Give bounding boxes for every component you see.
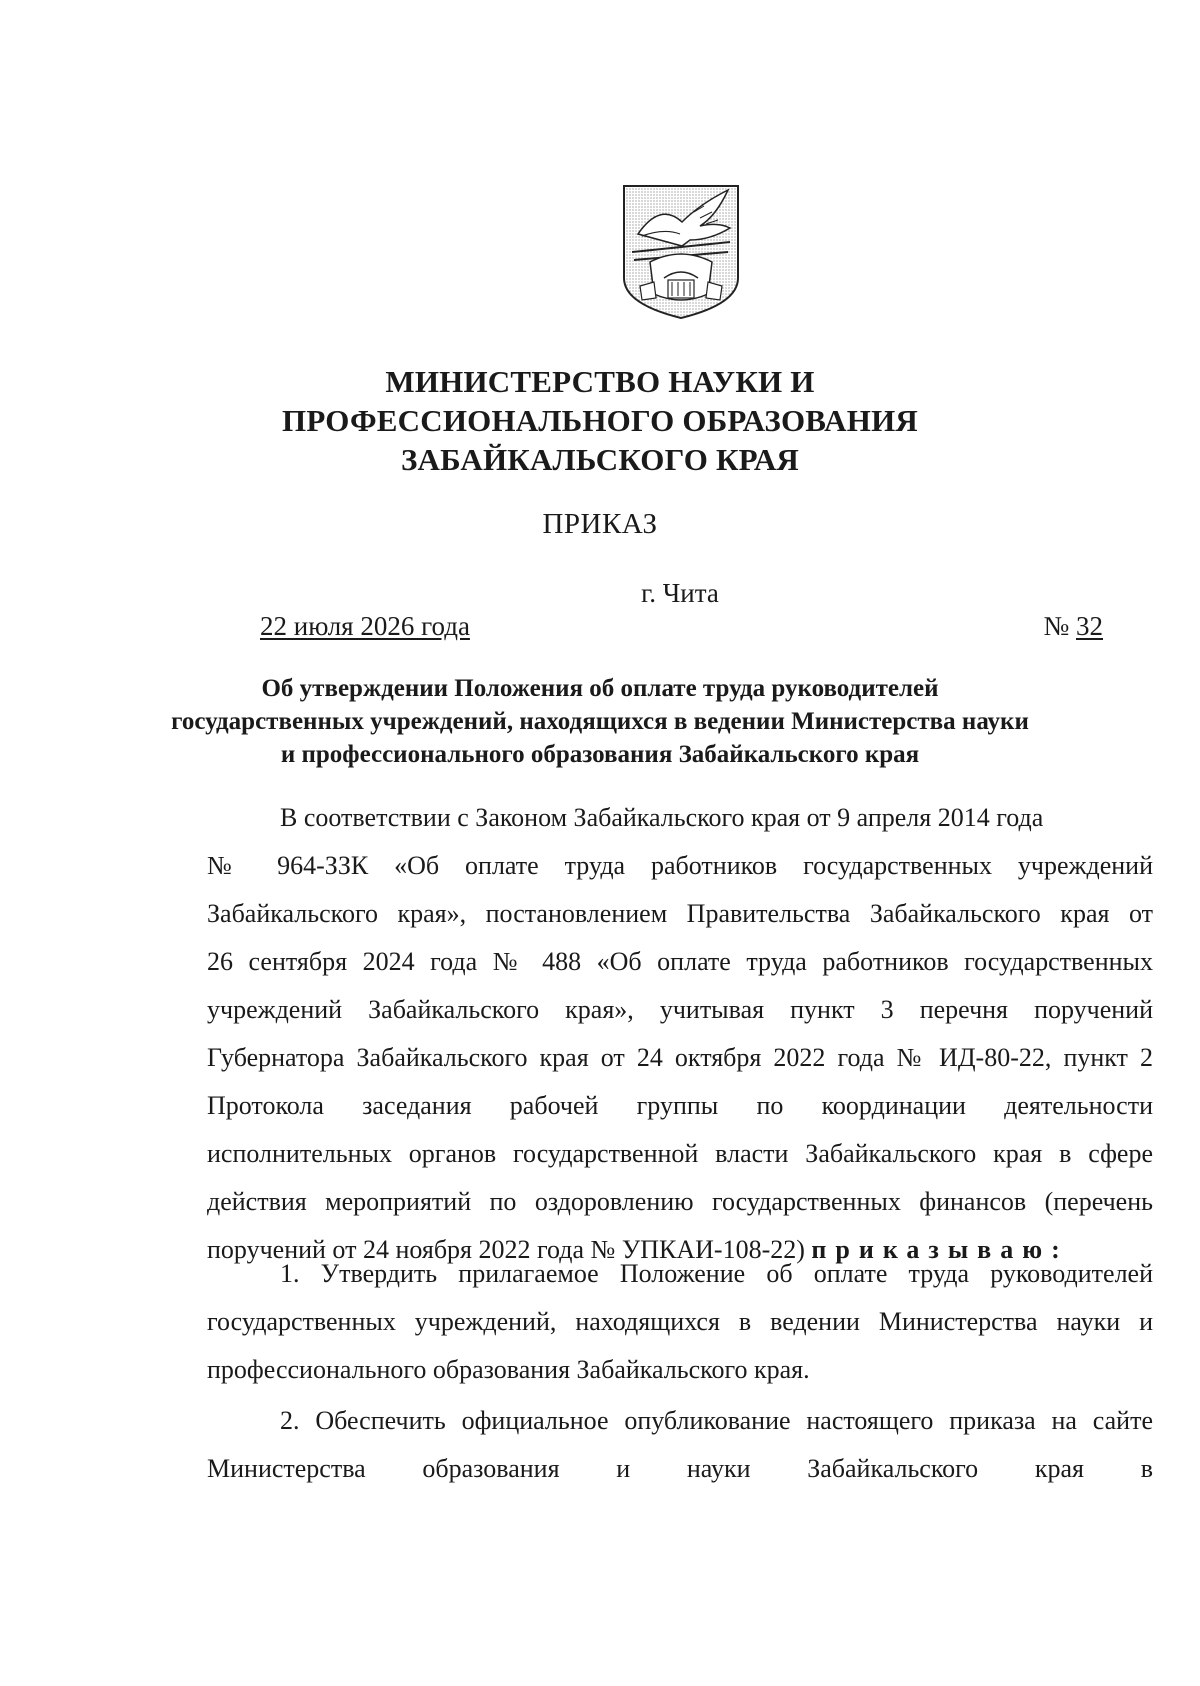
subject-line: и профессионального образования Забайкальского края (280, 741, 920, 768)
text-line: 26 сентября 2024 года № 488 «Об оплате труда работников государственных (207, 947, 1153, 976)
document-date: 22 июля 2026 года (260, 611, 470, 641)
text-line: Министерства образования и науки Забайкальского края в (207, 1454, 1153, 1483)
text-line: Губернатора Забайкальского края от 24 октября 2022 года № ИД-80-22, пункт 2 (207, 1043, 1153, 1072)
subject-line: государственных учреждений, находящихся в ведении Министерства науки (171, 708, 1029, 735)
decree-word: приказываю: (811, 1235, 1069, 1264)
text-line: Протокола заседания рабочей группы по координации деятельности (207, 1091, 1153, 1120)
organization-name (200, 362, 1000, 479)
document-type: ПРИКАЗ (542, 508, 658, 540)
text-line: 1. Утвердить прилагаемое Положение об оплате труда руководителей (280, 1259, 1153, 1288)
text-line: государственных учреждений, находящихся в ведении Министерства науки и (207, 1307, 1153, 1336)
clause-1 (207, 1250, 1153, 1394)
subject-line: Об утверждении Положения об оплате труда руководителей (261, 675, 939, 702)
document-number (1043, 611, 1103, 642)
organization-name-line: МИНИСТЕРСТВО НАУКИ И (385, 364, 815, 399)
text-line: действия мероприятий по оздоровлению государственных финансов (перечень (207, 1187, 1153, 1216)
text-line: В соответствии с Законом Забайкальского края от 9 апреля 2014 года (280, 803, 1044, 832)
document-subject (150, 672, 1050, 771)
text-line: учреждений Забайкальского края», учитывая пункт 3 перечня поручений (207, 995, 1153, 1024)
text-line: профессионального образования Забайкальского края. (207, 1355, 810, 1384)
text-line: исполнительных органов государственной власти Забайкальского края в сфере (207, 1139, 1153, 1168)
organization-name-line: ЗАБАЙКАЛЬСКОГО КРАЯ (400, 442, 800, 477)
document-number-value: 32 (1076, 611, 1103, 641)
preamble-paragraph (207, 794, 1153, 1274)
text-line: 2. Обеспечить официальное опубликование настоящего приказа на сайте (280, 1406, 1153, 1435)
text-line-content: поручений от 24 ноября 2022 года № УПКАИ-108-22) (207, 1235, 812, 1264)
document-number-prefix: № (1043, 611, 1076, 641)
coat-of-arms-icon (620, 182, 742, 322)
document-city: г. Чита (641, 578, 719, 608)
organization-name-line: ПРОФЕССИОНАЛЬНОГО ОБРАЗОВАНИЯ (282, 403, 918, 438)
clause-2 (207, 1397, 1153, 1493)
text-line: № 964-ЗЗК «Об оплате труда работников государственных учреждений (207, 851, 1153, 880)
text-line: Забайкальского края», постановлением Правительства Забайкальского края от (207, 899, 1153, 928)
